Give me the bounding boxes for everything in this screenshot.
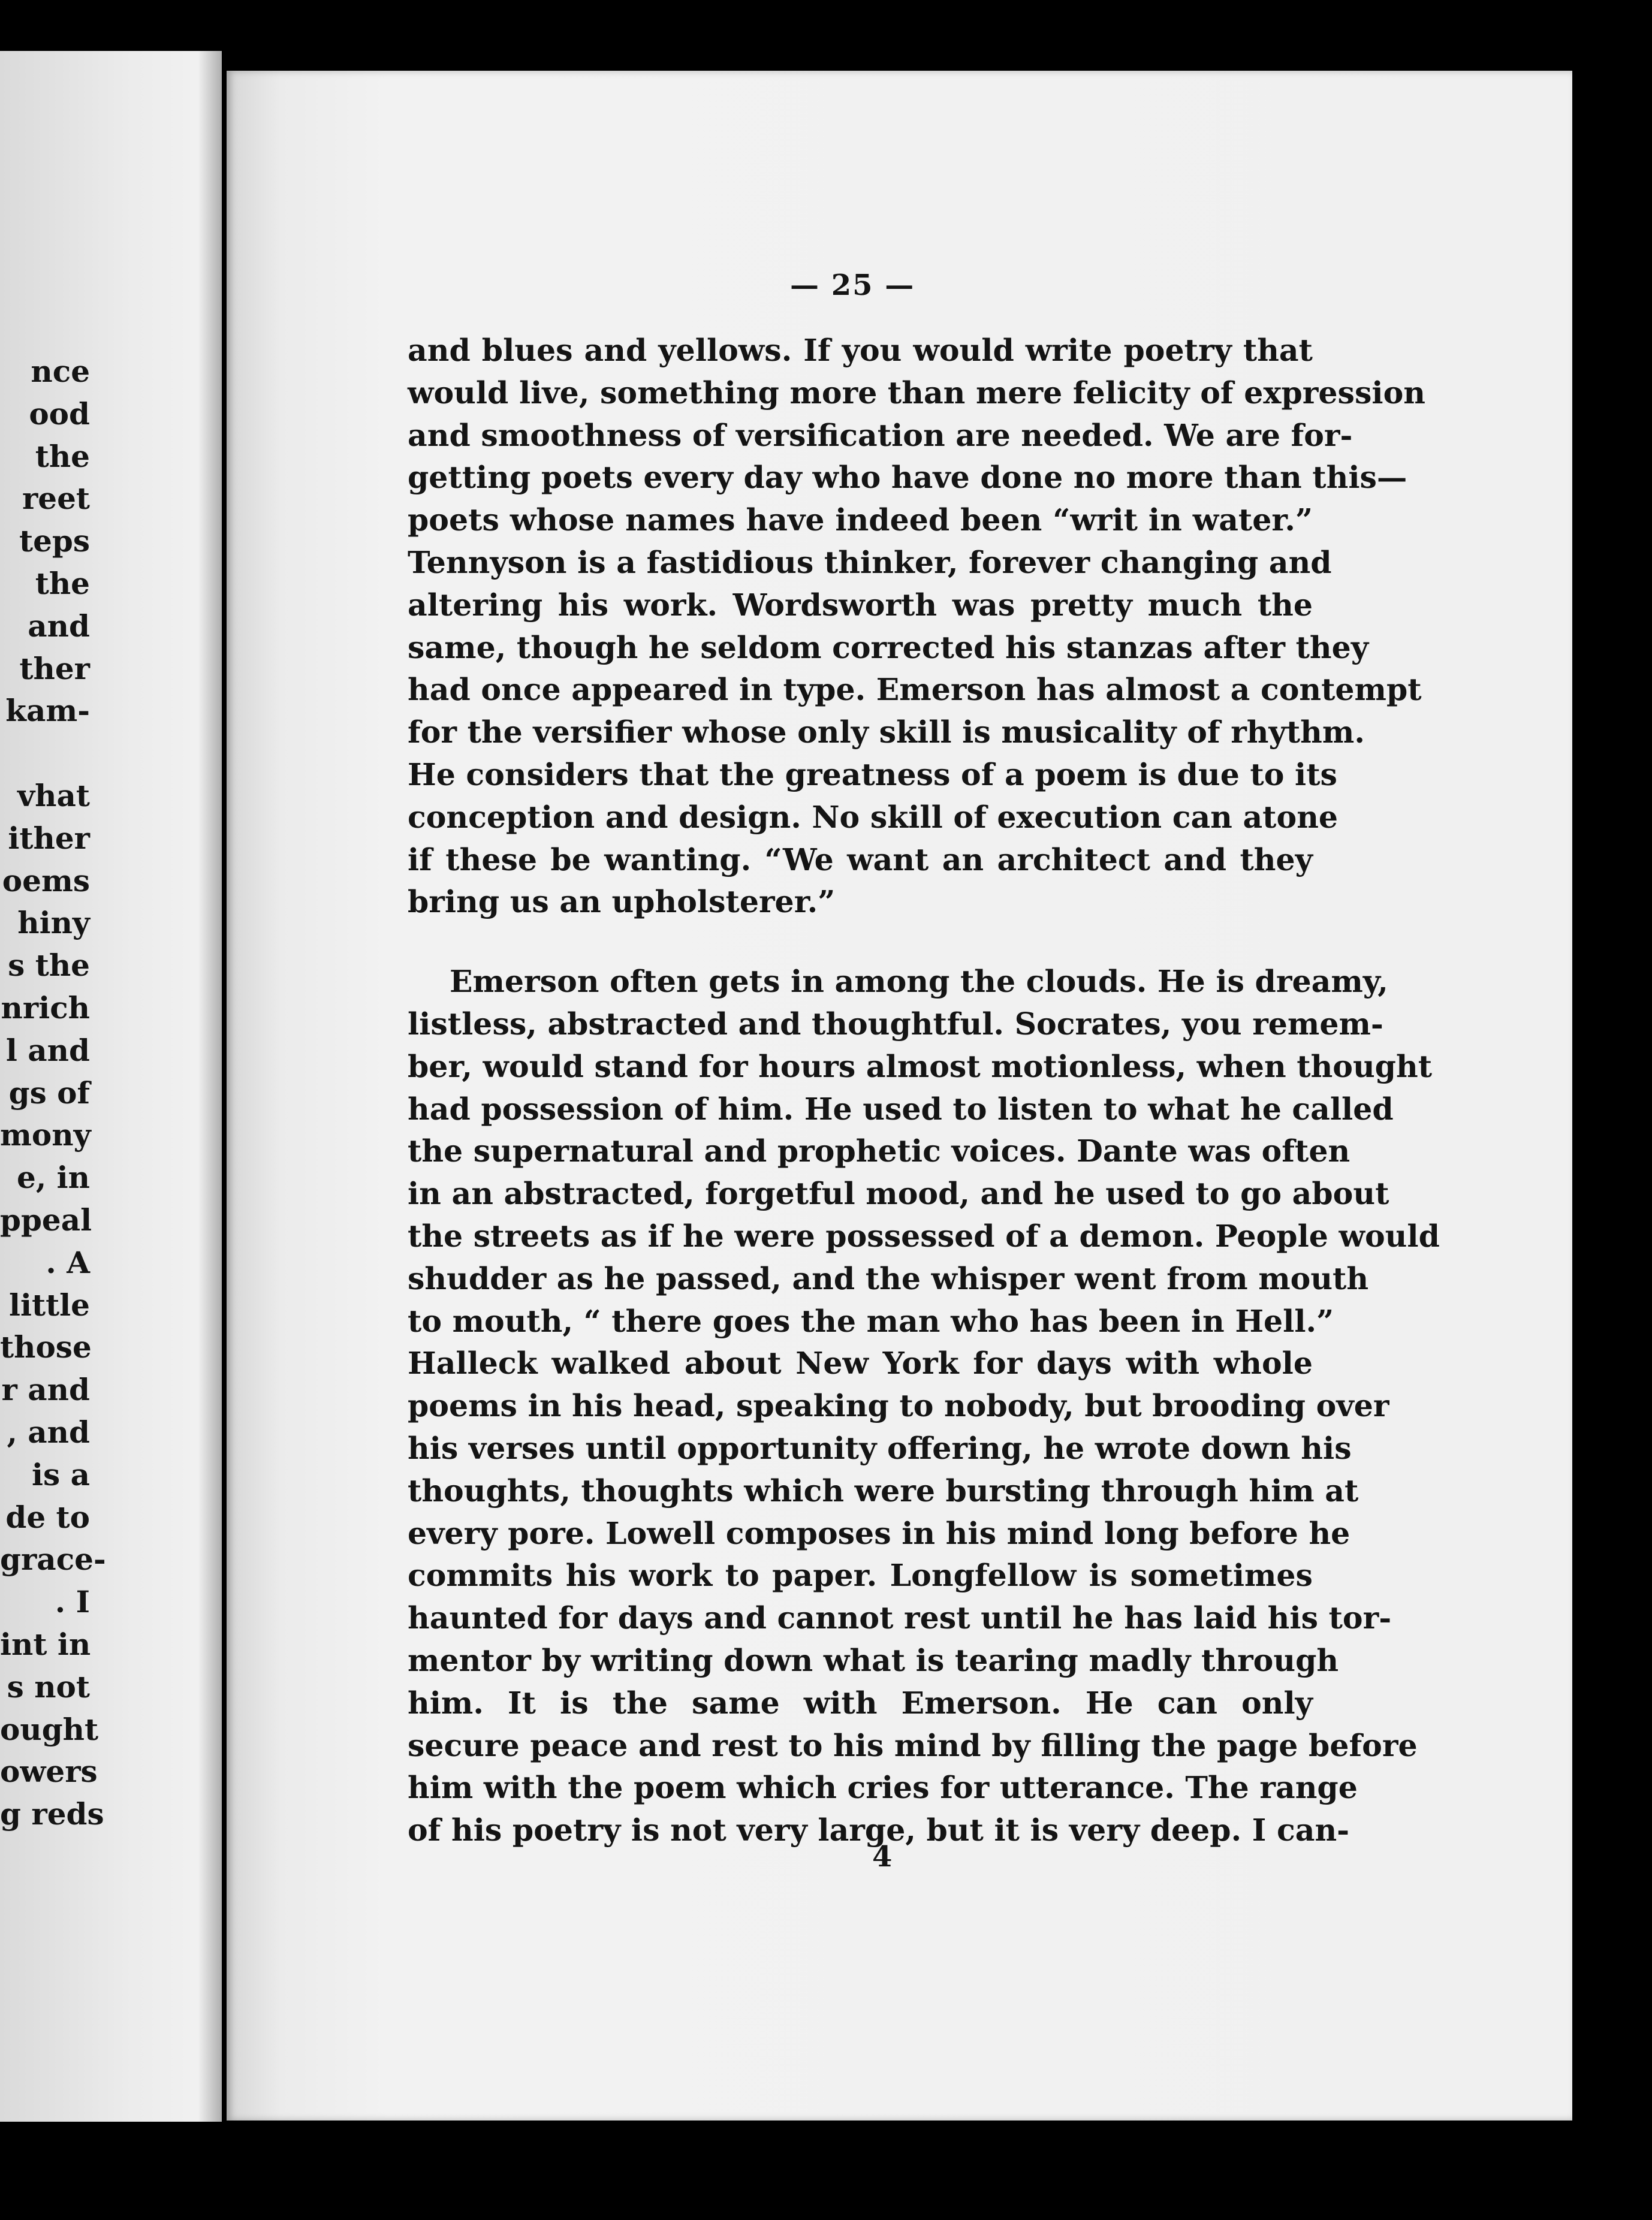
left-page-text bbox=[0, 351, 106, 1836]
left-fragment-line: hiny bbox=[17, 905, 90, 941]
left-fragment-line: s not bbox=[7, 1669, 90, 1705]
text-line: commits his work to paper. Longfellow is sometimes bbox=[408, 1558, 1313, 1594]
left-fragment-line: kam- bbox=[5, 693, 90, 729]
text-line: the streets as if he were possessed of a demon. People would bbox=[408, 1218, 1440, 1254]
left-fragment-line: vhat bbox=[17, 777, 90, 813]
left-fragment-line: teps bbox=[19, 523, 90, 559]
text-line: his verses until opportunity offering, he wrote down his bbox=[408, 1430, 1352, 1466]
text-line: poems in his head, speaking to nobody, but brooding over bbox=[408, 1388, 1389, 1424]
text-line: if these be wanting. “We want an architect and they bbox=[408, 841, 1313, 877]
left-fragment-line: the bbox=[35, 565, 90, 601]
left-fragment-line: grace- bbox=[0, 1542, 106, 1577]
text-line: ber, would stand for hours almost motionless, when thought bbox=[408, 1048, 1433, 1084]
left-fragment-line: e, in bbox=[17, 1160, 90, 1196]
text-line: him with the poem which cries for utterance. The range bbox=[408, 1770, 1358, 1806]
left-fragment-line: ood bbox=[29, 396, 90, 432]
left-fragment-line: little bbox=[9, 1287, 90, 1323]
text-line: mentor by writing down what is tearing madly through bbox=[408, 1642, 1339, 1678]
left-fragment-line bbox=[0, 732, 90, 775]
left-fragment-line: int in bbox=[0, 1626, 91, 1662]
text-line: conception and design. No skill of execution can atone bbox=[408, 799, 1339, 835]
text-line: would live, something more than mere felicity of expression bbox=[408, 375, 1425, 411]
left-fragment-line: oems bbox=[2, 862, 90, 898]
left-fragment-line: ther bbox=[19, 650, 90, 686]
text-line: in an abstracted, forgetful mood, and he used to go about bbox=[408, 1176, 1389, 1212]
text-line: getting poets every day who have done no more than this— bbox=[408, 460, 1407, 496]
text-line: every pore. Lowell composes in his mind long before he bbox=[408, 1515, 1350, 1551]
text-line: to mouth, “ there goes the man who has been in Hell.” bbox=[408, 1303, 1334, 1339]
left-fragment-line: r and bbox=[1, 1372, 90, 1408]
text-line: had once appeared in type. Emerson has almost a contempt bbox=[408, 672, 1422, 708]
left-fragment-line: owers bbox=[0, 1754, 98, 1790]
signature-mark: 4 bbox=[872, 1840, 893, 1874]
left-fragment-line: the bbox=[35, 438, 90, 474]
text-line: Emerson often gets in among the clouds. He is dreamy, bbox=[450, 964, 1388, 1000]
text-line: Halleck walked about New York for days with whole bbox=[408, 1346, 1313, 1382]
left-fragment-line: mony bbox=[0, 1117, 91, 1153]
left-fragment-line: . I bbox=[55, 1584, 90, 1620]
text-line: him. It is the same with Emerson. He can only bbox=[408, 1685, 1313, 1721]
left-fragment-line: g reds bbox=[0, 1796, 104, 1832]
left-fragment-line: ppeal bbox=[0, 1202, 92, 1238]
text-line: bring us an upholsterer.” bbox=[408, 884, 836, 920]
text-line: and smoothness of versification are needed. We are for- bbox=[408, 417, 1353, 453]
left-fragment-line: nce bbox=[31, 354, 90, 389]
left-page-fragment bbox=[0, 51, 222, 2122]
text-line: altering his work. Wordsworth was pretty much the bbox=[408, 587, 1313, 623]
paragraph-gap bbox=[408, 924, 1313, 961]
text-line: and blues and yellows. If you would write poetry that bbox=[408, 333, 1313, 368]
left-fragment-line: is a bbox=[32, 1456, 90, 1492]
left-fragment-line: reet bbox=[22, 481, 90, 517]
text-line: haunted for days and cannot rest until he has laid his tor- bbox=[408, 1600, 1392, 1636]
text-line: same, though he seldom corrected his stanzas after they bbox=[408, 629, 1369, 665]
text-line: the supernatural and prophetic voices. Dante was often bbox=[408, 1133, 1350, 1169]
text-line: thoughts, thoughts which were bursting through him at bbox=[408, 1473, 1359, 1509]
left-fragment-line: ought bbox=[0, 1711, 99, 1747]
text-line: shudder as he passed, and the whisper went from mouth bbox=[408, 1260, 1369, 1296]
left-fragment-line: l and bbox=[5, 1032, 90, 1068]
paragraph-2 bbox=[408, 961, 1440, 1852]
left-fragment-line: gs of bbox=[8, 1075, 90, 1111]
text-line: had possession of him. He used to listen to what he called bbox=[408, 1091, 1394, 1127]
text-line: secure peace and rest to his mind by filling the page before bbox=[408, 1727, 1418, 1763]
text-line: poets whose names have indeed been “writ in water.” bbox=[408, 502, 1313, 538]
left-fragment-line: those bbox=[0, 1329, 92, 1365]
page-number: — 25 — bbox=[790, 269, 915, 302]
page-gutter-shadow bbox=[198, 51, 228, 2122]
body-text bbox=[408, 330, 1440, 1852]
left-fragment-line: s the bbox=[8, 948, 90, 984]
text-line: of his poetry is not very large, but it is very deep. I can- bbox=[408, 1812, 1350, 1848]
paragraph-1 bbox=[408, 330, 1425, 924]
text-line: for the versifier whose only skill is musicality of rhythm. bbox=[408, 714, 1365, 750]
text-line: Tennyson is a fastidious thinker, forever changing and bbox=[408, 544, 1332, 580]
left-fragment-line: de to bbox=[5, 1499, 90, 1535]
text-line: He considers that the greatness of a poem is due to its bbox=[408, 756, 1337, 792]
left-fragment-line: nrich bbox=[1, 990, 90, 1025]
left-fragment-line: and bbox=[28, 608, 90, 644]
left-fragment-line: ither bbox=[8, 820, 90, 856]
left-fragment-line: . A bbox=[46, 1244, 90, 1280]
left-fragment-line: , and bbox=[7, 1414, 90, 1450]
text-line: listless, abstracted and thoughtful. Socrates, you remem- bbox=[408, 1006, 1383, 1042]
